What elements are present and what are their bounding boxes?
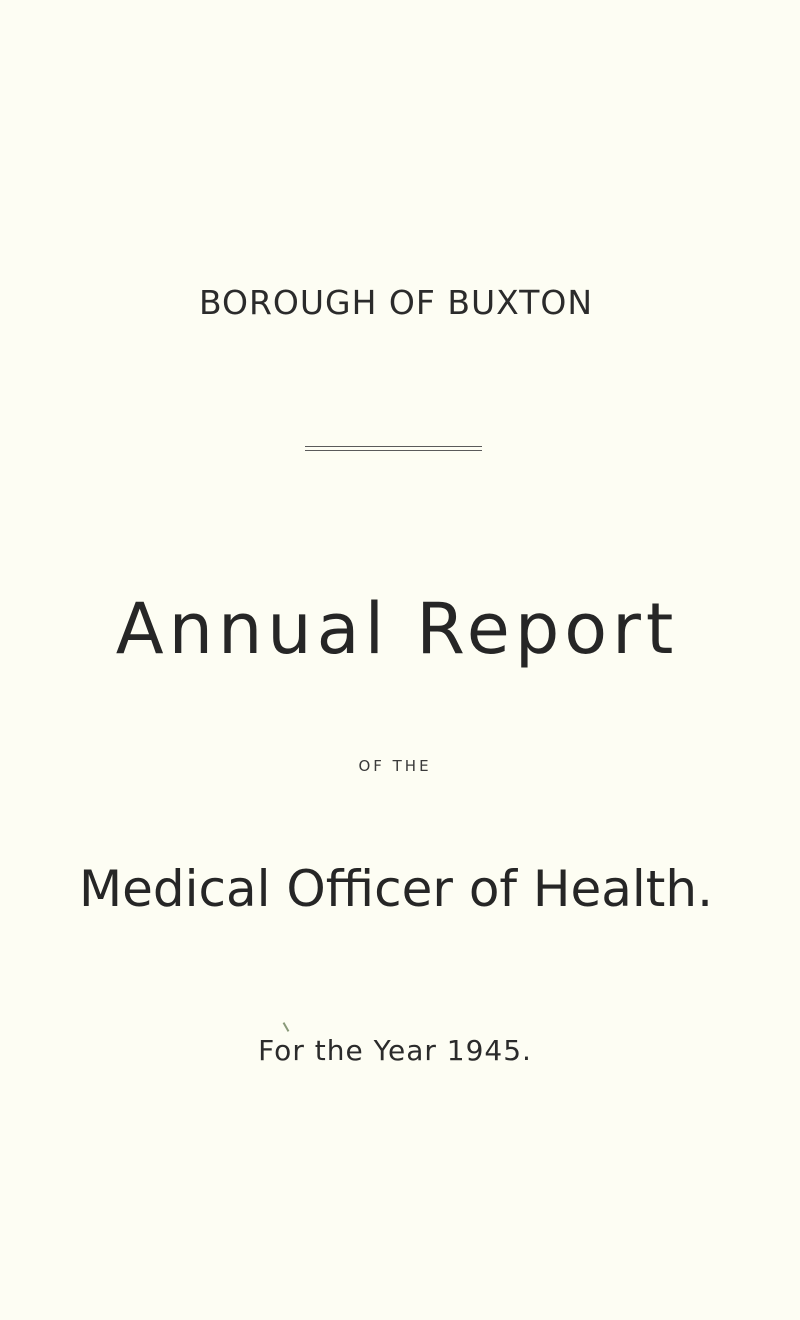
- report-subtitle: Medical Officer of Health.: [78, 860, 713, 918]
- divider-rule-top: [305, 446, 482, 447]
- connector-text: OF THE: [358, 757, 432, 775]
- report-title: Annual Report: [115, 588, 679, 670]
- divider-rule-bottom: [305, 450, 482, 451]
- report-year: For the Year 1945.: [258, 1034, 532, 1067]
- borough-heading: BOROUGH OF BUXTON: [198, 283, 594, 322]
- ink-mark: [283, 1022, 290, 1032]
